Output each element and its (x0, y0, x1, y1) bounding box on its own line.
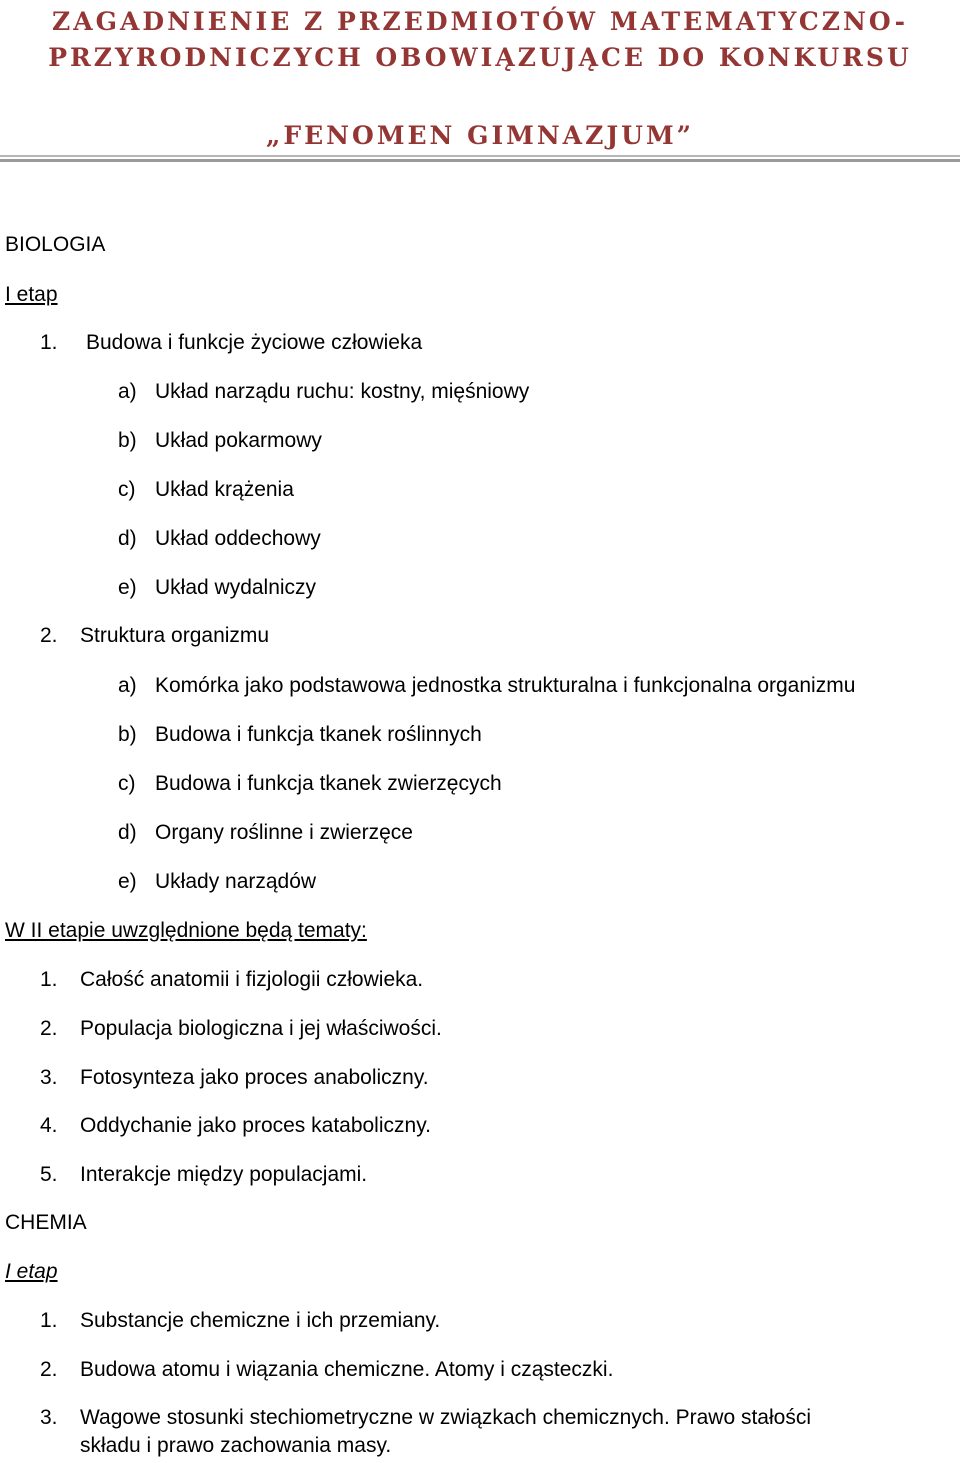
sub-item-letter: e) (118, 576, 137, 599)
chemistry-heading: CHEMIA (5, 1211, 87, 1234)
sub-item-letter: e) (118, 870, 137, 893)
sub-item: Budowa i funkcja tkanek zwierzęcych (155, 772, 502, 795)
sub-item: Organy roślinne i zwierzęce (155, 821, 413, 844)
list-item: Budowa atomu i wiązania chemiczne. Atomy i cząsteczki. (80, 1358, 614, 1381)
sub-item-letter: d) (118, 821, 137, 844)
sub-item-letter: c) (118, 478, 136, 501)
sub-item-letter: a) (118, 674, 137, 697)
sub-item: Układ pokarmowy (155, 429, 322, 452)
list-item-number: 2. (40, 1017, 58, 1040)
list-item: Fotosynteza jako proces anaboliczny. (80, 1066, 429, 1089)
sub-item-letter: a) (118, 380, 137, 403)
list-item: Oddychanie jako proces kataboliczny. (80, 1114, 431, 1137)
sub-item-letter: c) (118, 772, 136, 795)
sub-item-letter: d) (118, 527, 137, 550)
list-item-line-2: składu i prawo zachowania masy. (80, 1434, 392, 1457)
header-title-line-1: ZAGADNIENIE Z PRZEDMIOTÓW MATEMATYCZNO- (52, 7, 908, 36)
sub-item: Układ wydalniczy (155, 576, 317, 599)
list-item: Całość anatomii i fizjologii człowieka. (80, 968, 424, 991)
list-item-number: 1. (40, 968, 58, 991)
list-item-number: 1. (40, 331, 58, 354)
list-item: Substancje chemiczne i ich przemiany. (80, 1309, 441, 1332)
biology-heading: BIOLOGIA (5, 233, 106, 256)
list-item: Populacja biologiczna i jej właściwości. (80, 1017, 442, 1040)
sub-item-letter: b) (118, 723, 137, 746)
sub-item: Układ narządu ruchu: kostny, mięśniowy (155, 380, 530, 403)
list-item: Struktura organizmu (80, 624, 270, 647)
sub-item: Komórka jako podstawowa jednostka strukturalna i funkcjonalna organizmu (155, 674, 856, 697)
list-item-number: 5. (40, 1163, 58, 1186)
header-divider-thick (0, 159, 960, 162)
list-item-number: 4. (40, 1114, 58, 1137)
sub-item: Układ krążenia (155, 478, 294, 501)
list-item-line-1: Wagowe stosunki stechiometryczne w związkach chemicznych. Prawo stałości (80, 1406, 811, 1429)
header-title-line-3: „FENOMEN GIMNAZJUM” (266, 121, 694, 150)
list-item-number: 3. (40, 1066, 58, 1089)
sub-item-letter: b) (118, 429, 137, 452)
biology-stage2-label: W II etapie uwzględnione będą tematy: (5, 919, 367, 942)
list-item: Interakcje między populacjami. (80, 1163, 368, 1186)
biology-stage1-label: I etap (5, 283, 58, 306)
list-item-number: 3. (40, 1406, 58, 1429)
sub-item: Układ oddechowy (155, 527, 321, 550)
sub-item: Budowa i funkcja tkanek roślinnych (155, 723, 482, 746)
chemistry-stage1-label: I etap (5, 1260, 58, 1283)
header-title-line-2: PRZYRODNICZYCH OBOWIĄZUJĄCE DO KONKURSU (48, 43, 912, 72)
header-divider-thin (0, 155, 960, 157)
list-item-number: 2. (40, 1358, 58, 1381)
list-item-number: 2. (40, 624, 58, 647)
list-item: Budowa i funkcje życiowe człowieka (86, 331, 423, 354)
list-item-number: 1. (40, 1309, 58, 1332)
sub-item: Układy narządów (155, 870, 317, 893)
